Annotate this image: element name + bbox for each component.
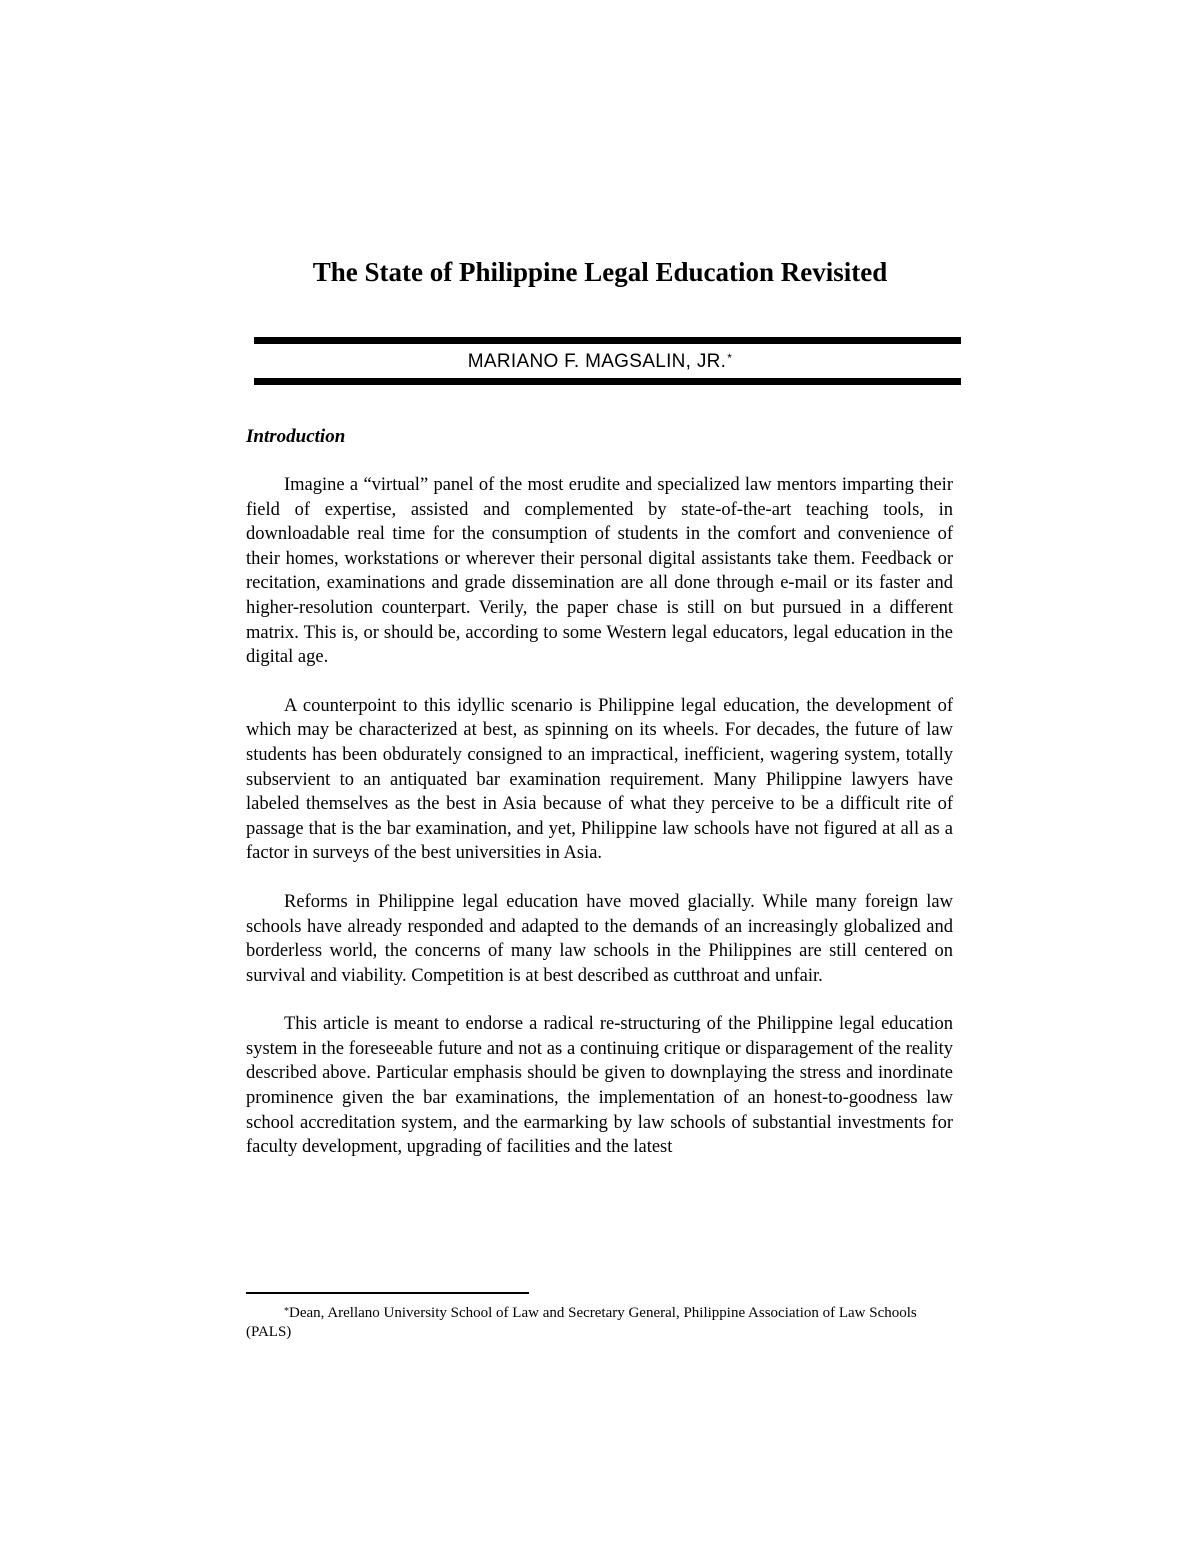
author-rule-bottom xyxy=(254,378,961,385)
section-heading-introduction: Introduction xyxy=(246,426,346,447)
paragraph: A counterpoint to this idyllic scenario is Philippine legal education, the development of which may be characterized at best, as spinning on its wheels. For decades, the future of law students has been obdurately consigned to an impractical, inefficient, wagering system, totally subservient to an antiquated bar examination requirement. Many Philippine lawyers have labeled themselves as the best in Asia because of what they perceive to be a difficult rite of passage that is the bar examination, and yet, Philippine law schools have not figured at all as a factor in surveys of the best universities in Asia. xyxy=(246,695,953,864)
paragraph: Imagine a “virtual” panel of the most erudite and specialized law mentors imparting their field of expertise, assisted and complemented by state-of-the-art teaching tools, in downloadable real time for the consumption of students in the comfort and convenience of their homes, workstations or wherever their personal digital assistants take them. Feedback or recitation, examinations and grade dissemination are all done through e-mail or its faster and higher-resolution counterpart. Verily, the paper chase is still on but pursued in a different matrix. This is, or should be, according to some Western legal educators, legal education in the digital age. xyxy=(246,475,953,668)
paragraph: Reforms in Philippine legal education have moved glacially. While many foreign law schools have already responded and adapted to the demands of an increasingly globalized and borderless world, the concerns of many law schools in the Philippines are still centered on survival and viability. Competition is at best described as cutthroat and unfair. xyxy=(246,891,953,986)
footnote-mark: * xyxy=(284,1306,289,1317)
author-footnote-mark: * xyxy=(727,351,733,365)
footnote-text: Dean, Arellano University School of Law and Secretary General, Philippine Association of Law Schools (PALS) xyxy=(246,1305,917,1340)
author-rule-top xyxy=(254,337,961,344)
footnote xyxy=(246,1304,953,1342)
paragraph: This article is meant to endorse a radical re-structuring of the Philippine legal education system in the foreseeable future and not as a continuing critique or disparagement of the reality described above. Particular emphasis should be given to downplaying the stress and inordinate prominence given the bar examinations, the implementation of an honest-to-goodness law school accreditation system, and the earmarking by law schools of substantial investments for faculty development, upgrading of facilities and the latest xyxy=(246,1014,953,1158)
document-title: The State of Philippine Legal Education Revisited xyxy=(312,257,888,287)
author-name: MARIANO F. MAGSALIN, JR. xyxy=(467,351,727,372)
body-text xyxy=(246,473,953,1184)
author-line xyxy=(0,349,1200,375)
footnote-separator xyxy=(246,1292,529,1294)
